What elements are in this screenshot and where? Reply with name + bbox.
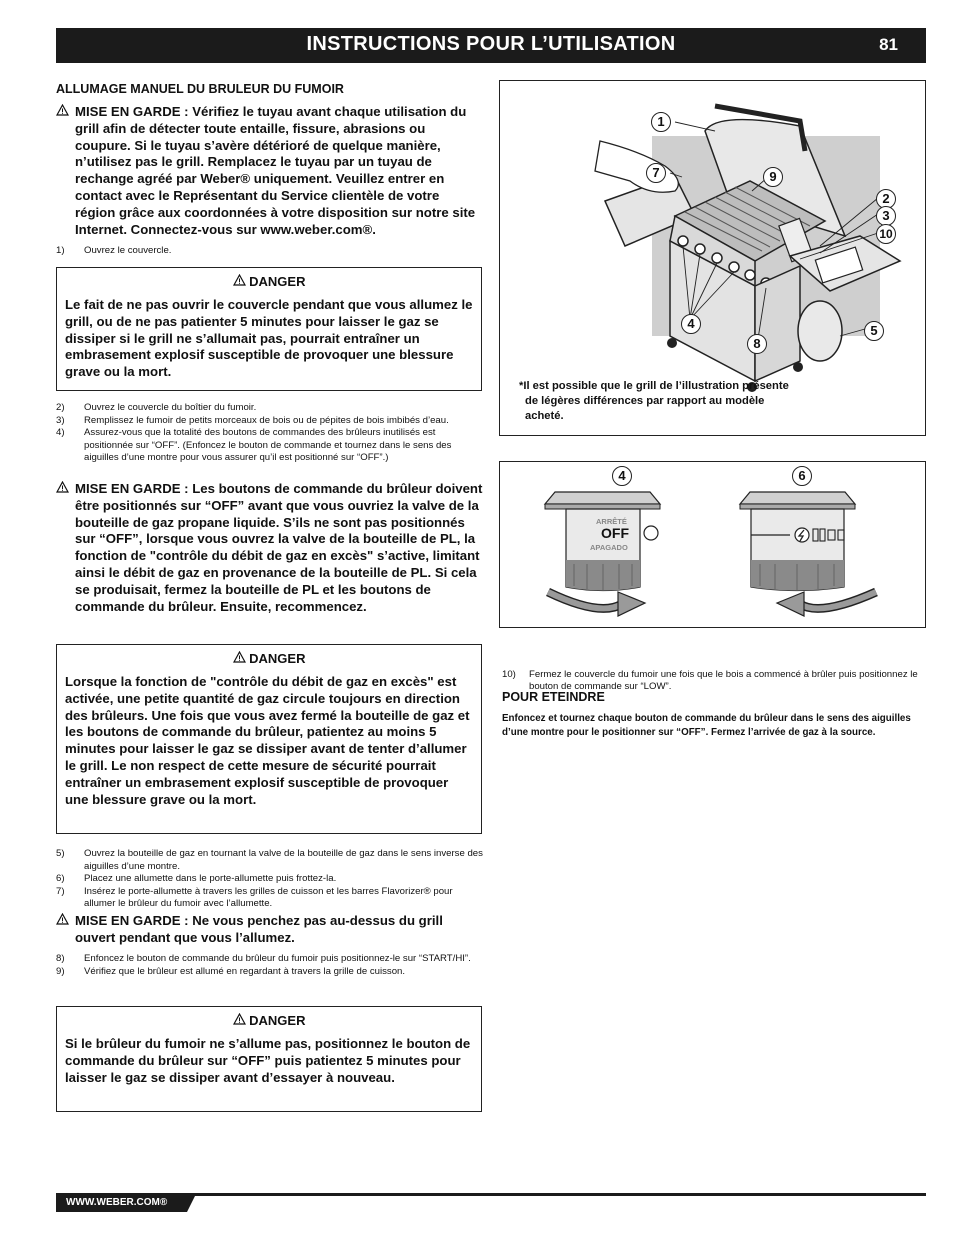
- warning-icon: [56, 104, 69, 116]
- turn-off-instructions: Enfoncez et tournez chaque bouton de commande du brûleur dans le sens des aiguilles d’une montre pour le positionner sur “OFF”. Fermez l’arrivée de gaz à la source.: [502, 713, 911, 738]
- step-3: 3) Remplissez le fumoir de petits morceaux de bois ou de pépites de bois imbibés d’eau.: [56, 414, 449, 426]
- warning-icon: [233, 1013, 246, 1025]
- page-header: [56, 28, 926, 63]
- warning-icon: [233, 651, 246, 663]
- warning-icon: [56, 481, 69, 493]
- steps-2-4: [56, 402, 476, 465]
- step-10: 10) Fermez le couvercle du fumoir une fois que le bois a commencé à brûler puis positionnez le bouton de commande sur “LOW”.: [502, 668, 918, 693]
- step-1: 1) Ouvrez le couvercle.: [56, 245, 172, 256]
- callout-8: 8: [747, 334, 767, 354]
- callout-4: 4: [681, 314, 701, 334]
- danger-box-2: DANGER Lorsque la fonction de "contrôle du débit de gaz en excès" est activée, une petite quantité de gaz circule toujours en direction des brûleurs. Une fois que vous avez fermé la bouteille de gaz et les boutons de commande du brûleur, patientez au moins 5 minutes pour laisser le gaz se dissiper avant de tenter d’allumer le grill. Le non respect de cette mesure de sécurité pourrait entraîner un embrasement explosif susceptible de provoquer une blessure grave ou la mort.: [56, 644, 482, 834]
- steps-8-9: [56, 953, 484, 978]
- figure-grill: [499, 80, 926, 436]
- step-2: 2) Ouvrez le couvercle du boîtier du fumoir.: [56, 402, 257, 413]
- knob-label-arrete: ARRÊTÉ: [596, 517, 627, 526]
- knob-label-apagado: APAGADO: [590, 543, 628, 552]
- steps-5-7: [56, 848, 484, 911]
- danger-box-1: DANGER Le fait de ne pas ouvrir le couvercle pendant que vous allumez le grill, ou de ne pas patienter 5 minutes pour laisser le gaz se dissiper si le grill ne s’allumait pas, pourrait entraîner un embrasement explosif susceptible de provoquer une blessure grave ou la mort.: [56, 267, 482, 391]
- callout-5: 5: [864, 321, 884, 341]
- figure-note: *Il est possible que le grill de l’illustration présente de légères différences par rapport au modèle acheté.: [519, 380, 789, 422]
- callout-10: 10: [876, 224, 896, 244]
- callout-6-knob: 6: [792, 466, 812, 486]
- step-6: 6) Placez une allumette dans le porte-allumette puis frottez-la.: [56, 873, 337, 885]
- callout-7: 7: [646, 163, 666, 183]
- danger-box-3: DANGER Si le brûleur du fumoir ne s’allume pas, positionnez le bouton de commande du brûleur sur “OFF” puis patientez 5 minutes pour laisser le gaz se dissiper avant d’essayer à nouveau.: [56, 1006, 482, 1112]
- footer-tab: [56, 1194, 196, 1212]
- knobs-illustration: [500, 462, 925, 627]
- step-4: 4) Assurez-vous que la totalité des boutons de commandes des brûleurs inutilisés est positionnée sur “OFF”. (Enfoncez le bouton de commande et tournez dans le sens des aiguilles d’une montre pour vous assurer qu’il est positionné sur “OFF”.): [56, 427, 452, 464]
- caution-hose: MISE EN GARDE : Vérifiez le tuyau avant chaque utilisation du grill afin de détecter toute entaille, fissure, abrasions ou coupure. Si le tuyau s’avère détérioré de quelque manière, n’utilisez pas le grill. Remplacez le tuyau par un tuyau de rechange agréé par Weber® uniquement. Veuillez entrer en contact avec le Représentant du Service clientèle de votre région grâce aux coordonnées à votre disposition sur notre site Internet. Connectez-vous sur www.weber.com®.: [56, 104, 476, 238]
- callout-2: 2: [876, 189, 896, 209]
- section-title-manual-lighting: ALLUMAGE MANUEL DU BRULEUR DU FUMOIR: [56, 82, 344, 96]
- caution-lean-over: MISE EN GARDE : Ne vous penchez pas au-dessus du grill ouvert pendant que vous l’allumez.: [56, 913, 484, 947]
- warning-icon: [56, 913, 69, 925]
- callout-4-knob: 4: [612, 466, 632, 486]
- callout-3: 3: [876, 206, 896, 226]
- footer-url[interactable]: WWW.WEBER.COM®: [66, 1197, 168, 1208]
- step-7: 7) Insérez le porte-allumette à travers les grilles de cuisson et les barres Flavorizer® pour allumer le brûleur du fumoir avec l’allumette.: [56, 885, 453, 910]
- page-number: 81: [879, 35, 898, 54]
- warning-icon: [233, 274, 246, 286]
- figure-knobs: [499, 461, 926, 628]
- callout-1: 1: [651, 112, 671, 132]
- section-title-turn-off: POUR ETEINDRE: [502, 690, 605, 704]
- step-9: 9) Vérifiez que le brûleur est allumé en regardant à travers la grille de cuisson.: [56, 965, 406, 977]
- page-title: INSTRUCTIONS POUR L’UTILISATION: [306, 33, 676, 55]
- step-8: 8) Enfoncez le bouton de commande du brûleur du fumoir puis positionnez-le sur “START/HI”.: [56, 953, 471, 964]
- knob-label-off: OFF: [601, 525, 629, 541]
- step-5: 5) Ouvrez la bouteille de gaz en tournant la valve de la bouteille de gaz dans le sens inverse des aiguilles d’une montre.: [56, 848, 483, 872]
- callout-9: 9: [763, 167, 783, 187]
- caution-burner-knobs: MISE EN GARDE : Les boutons de commande du brûleur doivent être positionnés sur “OFF” avant que vous ouvriez la valve de la bouteille de gaz propane liquide. S’ils ne sont pas positionnés sur “OFF”, lorsque vous ouvrez la valve de la bouteille de PL, la fonction de "contrôle du débit de gaz en excès" s’active, limitant ainsi le débit de gaz en provenance de la bouteille de PL. Si cela se produisait, fermez la bouteille de PL et les boutons de commande du brûleur. Ensuite, recommencez.: [56, 481, 484, 615]
